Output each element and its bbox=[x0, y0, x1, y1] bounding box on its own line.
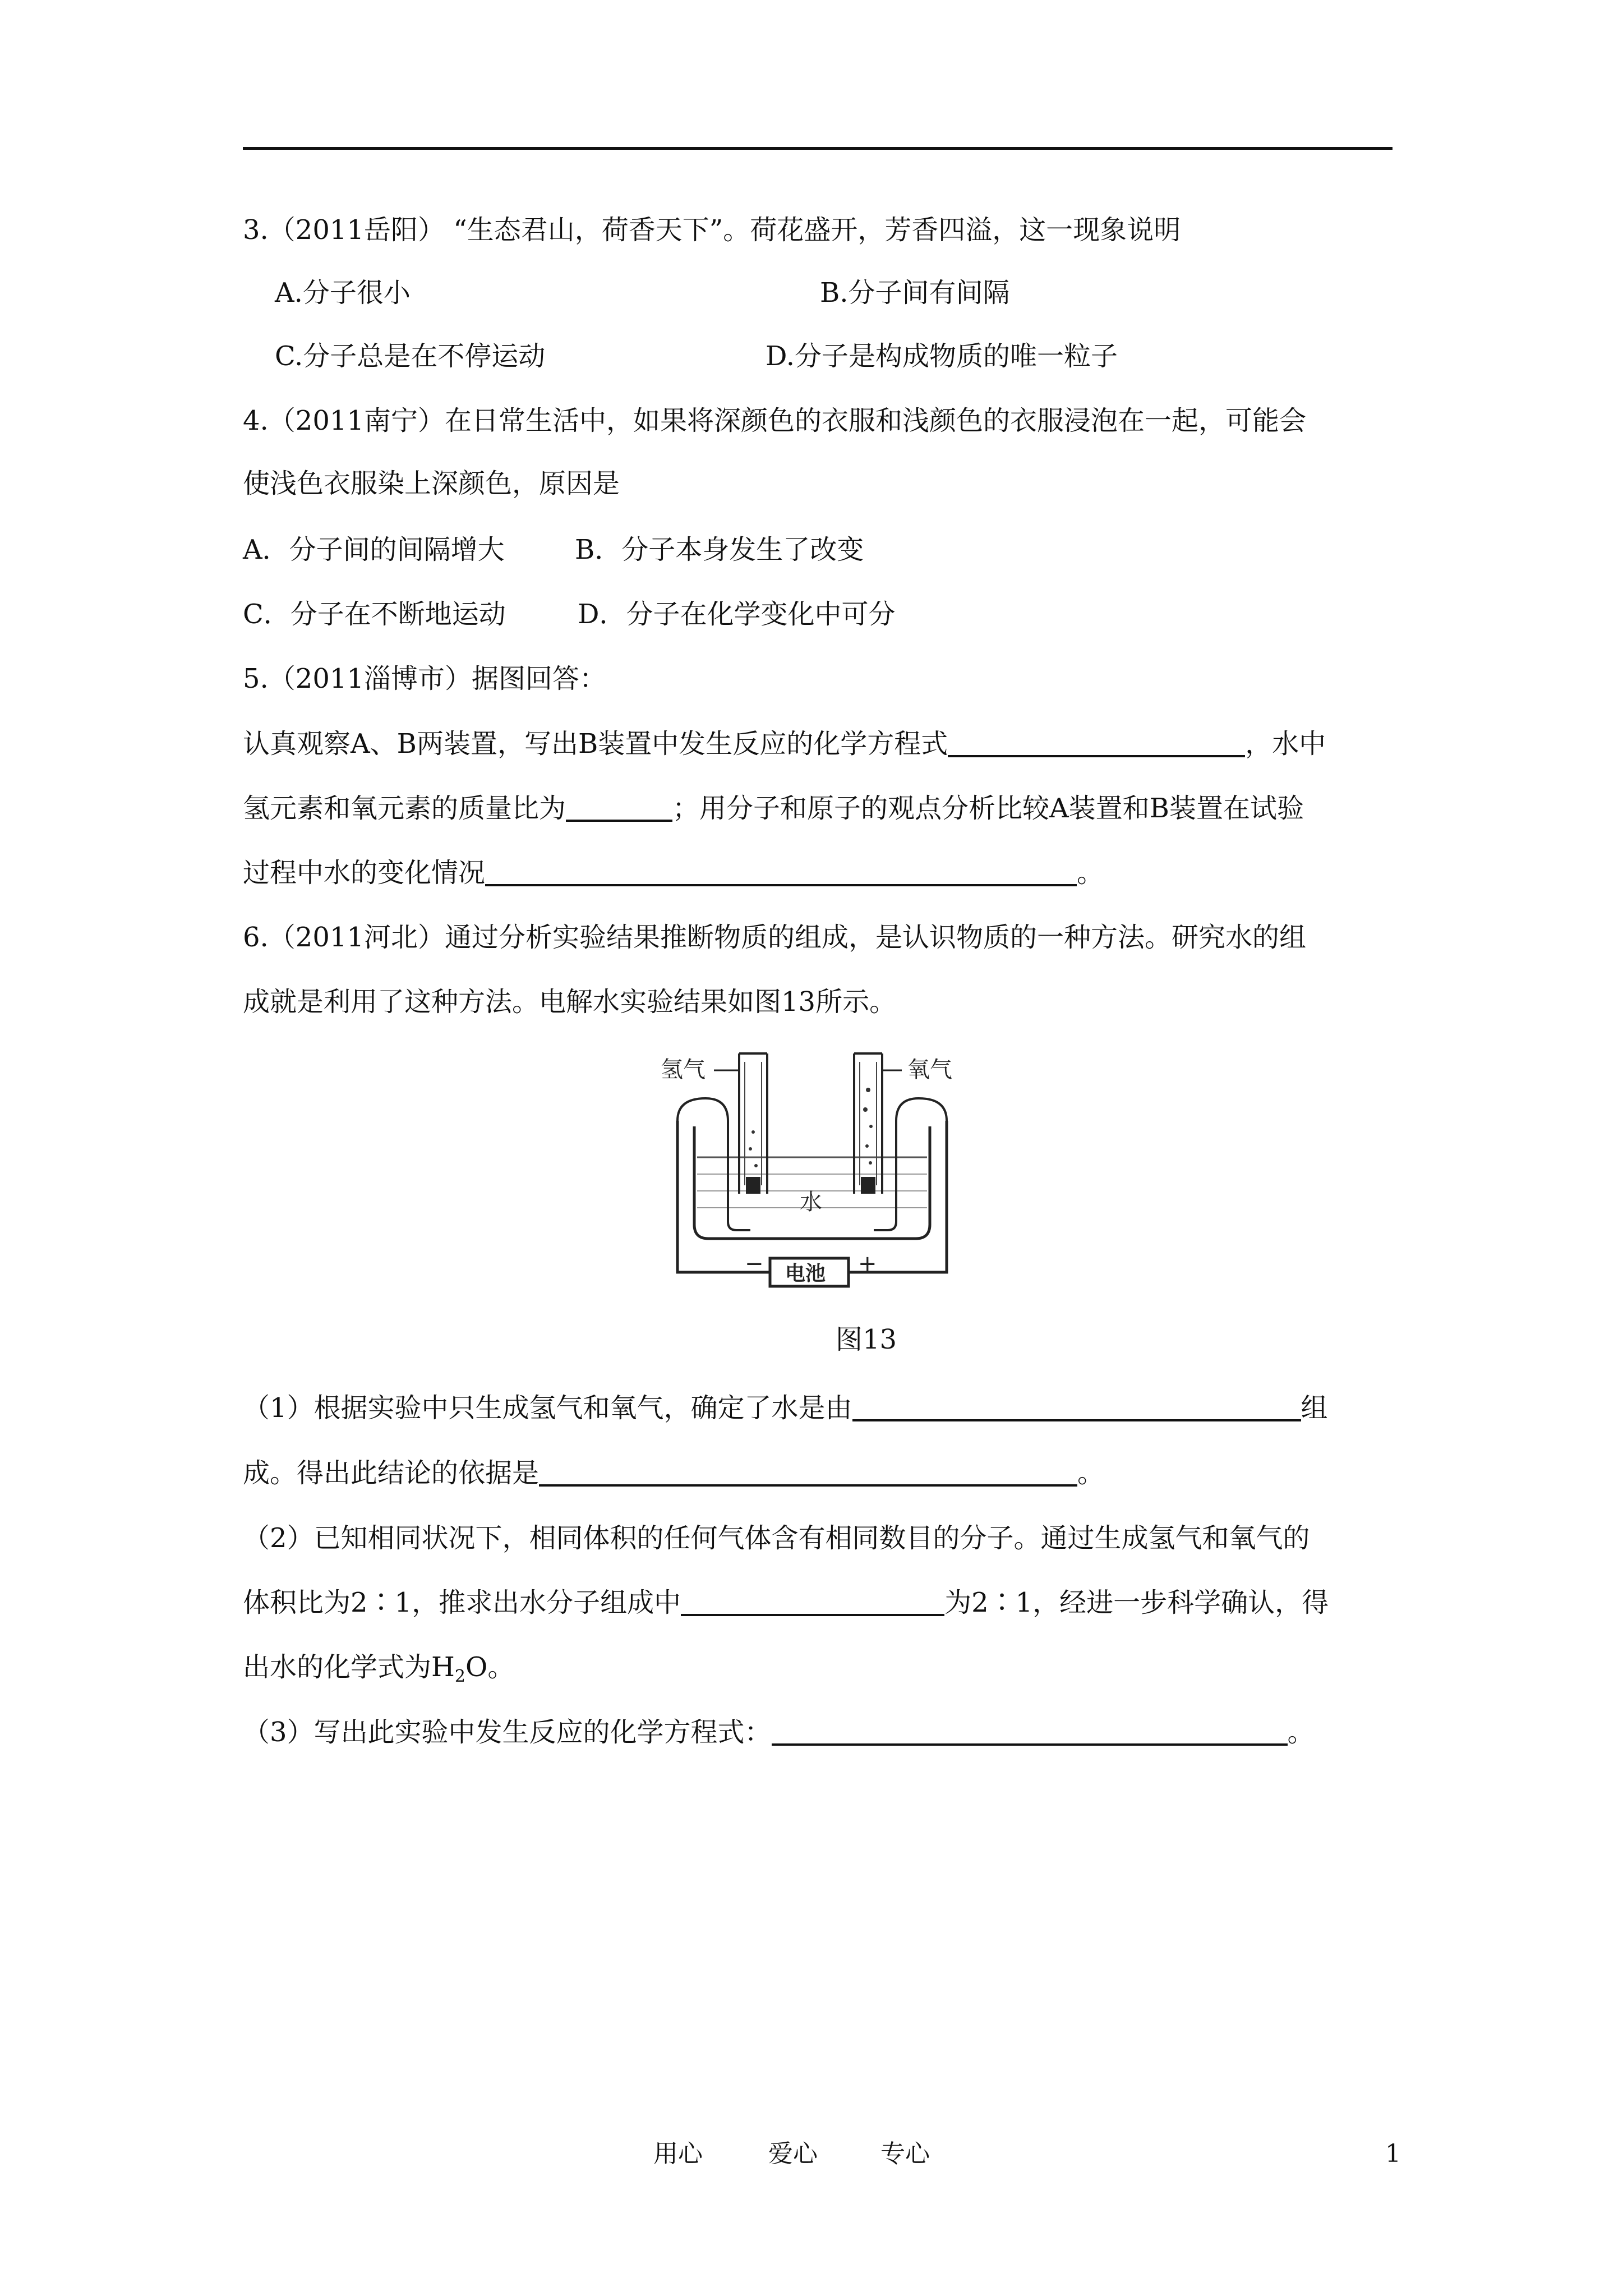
bubble bbox=[865, 1144, 869, 1148]
q5-stem: 5.（2011淄博市）据图回答： bbox=[243, 663, 606, 694]
q6-basis-blank[interactable] bbox=[539, 1460, 1077, 1487]
bubble bbox=[869, 1125, 873, 1128]
q6-part1-line2-tail: 。 bbox=[1077, 1457, 1105, 1489]
q5-mass-ratio-blank[interactable] bbox=[566, 795, 672, 822]
q3-option-a: A.分子很小 bbox=[275, 277, 411, 309]
q6-part2-line2-tail: 为2∶1，经进一步科学确认，得 bbox=[944, 1587, 1329, 1618]
q5-line2 bbox=[243, 792, 1304, 825]
q5-line2-tail: ；用分子和原子的观点分析比较A装置和B装置在试验 bbox=[672, 793, 1304, 824]
circuit-wire-left bbox=[677, 1121, 770, 1272]
q4-option-a: A．分子间的间隔增大 bbox=[243, 534, 505, 565]
q3-option-d: D.分子是构成物质的唯一粒子 bbox=[766, 341, 1118, 372]
q5-line3 bbox=[243, 856, 1104, 890]
minus-sign: − bbox=[745, 1251, 764, 1277]
q3-stem: 3.（2011岳阳） “生态君山，荷香天下”。荷花盛开，芳香四溢，这一现象说明 bbox=[243, 214, 1181, 246]
wire-to-anode bbox=[874, 1098, 947, 1230]
q6-equation-blank[interactable] bbox=[772, 1719, 1288, 1746]
q4-option-b: B．分子本身发生了改变 bbox=[575, 534, 864, 565]
circuit-wire-right bbox=[849, 1121, 947, 1272]
page-number: 1 bbox=[1385, 2139, 1401, 2168]
q6-composition-blank[interactable] bbox=[852, 1395, 1301, 1421]
q5-line1-text: 认真观察A、B两装置，写出B装置中发生反应的化学方程式 bbox=[243, 728, 948, 760]
q6-part1-text: （1）根据实验中只生成氢气和氧气，确定了水是由 bbox=[243, 1392, 852, 1424]
q4-option-c: C．分子在不断地运动 bbox=[243, 599, 506, 630]
footer-item-1: 用心 bbox=[653, 2139, 703, 2168]
bubble bbox=[749, 1147, 752, 1151]
q6-part2-line3 bbox=[243, 1650, 514, 1694]
q3-option-b: B.分子间有间隔 bbox=[820, 277, 1010, 309]
battery-label: 电池 bbox=[785, 1262, 826, 1285]
q4-option-d: D．分子在化学变化中可分 bbox=[578, 599, 896, 630]
q6-part2-line2 bbox=[243, 1586, 1329, 1619]
q6-stem-line1: 6.（2011河北）通过分析实验结果推断物质的组成，是认识物质的一种方法。研究水的组 bbox=[243, 922, 1306, 953]
q6-part2-line3-text: 出水的化学式为H bbox=[243, 1651, 455, 1683]
q6-part1-line2 bbox=[243, 1456, 1104, 1490]
electrolysis-diagram bbox=[661, 1037, 963, 1306]
anode-electrode bbox=[861, 1177, 875, 1194]
cathode-electrode bbox=[746, 1177, 760, 1194]
bubble bbox=[866, 1088, 870, 1092]
q6-part2-line1: （2）已知相同状况下，相同体积的任何气体含有相同数目的分子。通过生成氢气和氧气的 bbox=[243, 1522, 1310, 1554]
bubble bbox=[751, 1130, 755, 1134]
bubble bbox=[754, 1164, 758, 1167]
figure-caption: 图13 bbox=[836, 1324, 897, 1355]
footer-item-2: 爱心 bbox=[768, 2139, 818, 2168]
q6-part3-line bbox=[243, 1715, 1315, 1749]
q6-stem-line2: 成就是利用了这种方法。电解水实验结果如图13所示。 bbox=[243, 986, 897, 1018]
q6-part1-line2-text: 成。得出此结论的依据是 bbox=[243, 1457, 540, 1489]
hydrogen-tube bbox=[739, 1053, 767, 1194]
oxygen-label: 氧气 bbox=[907, 1057, 952, 1083]
q5-water-change-blank[interactable] bbox=[485, 859, 1077, 886]
q4-stem-line2: 使浅色衣服染上深颜色，原因是 bbox=[243, 468, 620, 499]
q6-part2-line2-text: 体积比为2∶1，推求出水分子组成中 bbox=[243, 1587, 681, 1618]
q5-line1-tail: ，水中 bbox=[1245, 728, 1326, 760]
oxygen-tube bbox=[854, 1053, 882, 1194]
q5-line3-tail: 。 bbox=[1077, 857, 1104, 889]
q4-stem-line1: 4.（2011南宁）在日常生活中，如果将深颜色的衣服和浅颜色的衣服浸泡在一起，可能会 bbox=[243, 405, 1306, 436]
water-label: 水 bbox=[800, 1189, 822, 1215]
q6-part3-tail: 。 bbox=[1287, 1717, 1315, 1748]
footer-item-3: 专心 bbox=[880, 2139, 930, 2168]
water-trough bbox=[694, 1126, 930, 1239]
q6-part2-line3-tail: O。 bbox=[465, 1651, 515, 1683]
electrolysis-figure bbox=[661, 1037, 963, 1362]
hydrogen-label: 氢气 bbox=[661, 1057, 706, 1083]
q5-line3-text: 过程中水的变化情况 bbox=[243, 857, 486, 889]
q6-part1-line1 bbox=[243, 1391, 1328, 1425]
header-rule bbox=[243, 147, 1393, 150]
bubble bbox=[863, 1107, 868, 1112]
q6-part3-text: （3）写出此实验中发生反应的化学方程式： bbox=[243, 1717, 772, 1748]
q6-part1-tail: 组 bbox=[1301, 1392, 1328, 1424]
q5-line1 bbox=[243, 727, 1326, 761]
formula-subscript: 2 bbox=[454, 1667, 465, 1686]
q6-ratio-blank[interactable] bbox=[681, 1589, 944, 1616]
q5-line2-text: 氢元素和氧元素的质量比为 bbox=[243, 793, 566, 824]
plus-sign: + bbox=[858, 1251, 877, 1277]
q5-equation-blank[interactable] bbox=[948, 730, 1245, 757]
q3-option-c: C.分子总是在不停运动 bbox=[275, 341, 546, 372]
bubble bbox=[869, 1161, 872, 1165]
